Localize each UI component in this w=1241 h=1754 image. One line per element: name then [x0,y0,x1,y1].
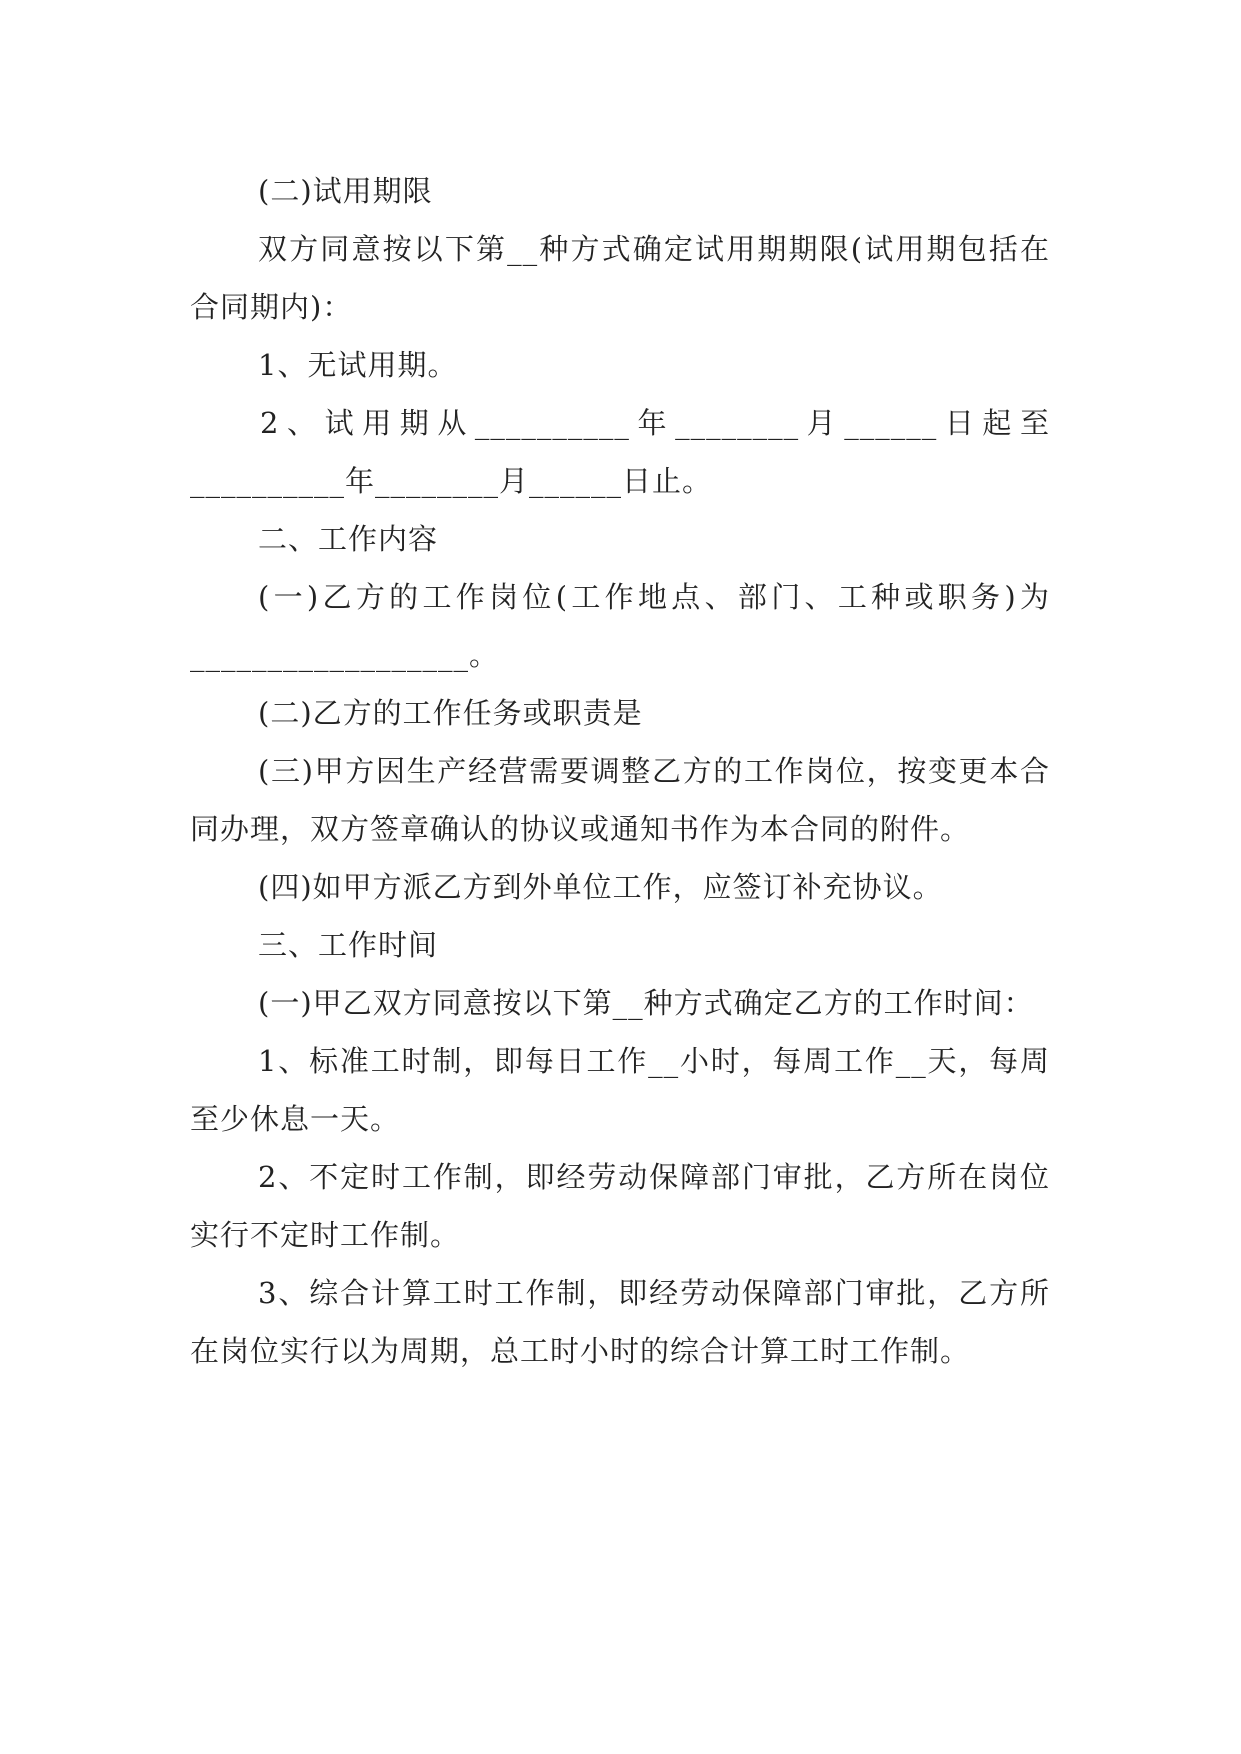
paragraph-work-duties: (二)乙方的工作任务或职责是 [258,696,643,730]
section-heading-working-hours: 三、工作时间 [258,928,439,962]
list-item-standard-hours: 1、标准工时制，即每日工作__小时，每周工作__天，每周至少休息一天。 [190,1044,1050,1136]
paragraph-work-position: (一)乙方的工作岗位(工作地点、部门、工种或职务)为__________________。 [190,580,1050,672]
paragraph-probation-method: 双方同意按以下第__种方式确定试用期期限(试用期包括在合同期内)： [190,232,1050,324]
heading-probation-period: (二)试用期限 [258,174,433,208]
list-item-comprehensive-hours: 3、综合计算工时工作制，即经劳动保障部门审批，乙方所在岗位实行以为周期，总工时小时的综合计算工时工作制。 [190,1276,1050,1368]
list-item-flexible-hours: 2、不定时工作制，即经劳动保障部门审批，乙方所在岗位实行不定时工作制。 [190,1160,1050,1252]
document-body [190,162,1050,1380]
list-item-probation-dates: 2、试用期从__________年________月______日起至__________年________月______日止。 [190,406,1050,498]
paragraph-working-hours-method: (一)甲乙双方同意按以下第__种方式确定乙方的工作时间： [258,986,1034,1020]
paragraph-external-assignment: (四)如甲方派乙方到外单位工作，应签订补充协议。 [258,870,943,904]
paragraph-position-adjustment: (三)甲方因生产经营需要调整乙方的工作岗位，按变更本合同办理，双方签章确认的协议或通知书作为本合同的附件。 [190,754,1050,846]
list-item-no-probation: 1、无试用期。 [258,348,458,382]
section-heading-work-content: 二、工作内容 [258,522,439,556]
